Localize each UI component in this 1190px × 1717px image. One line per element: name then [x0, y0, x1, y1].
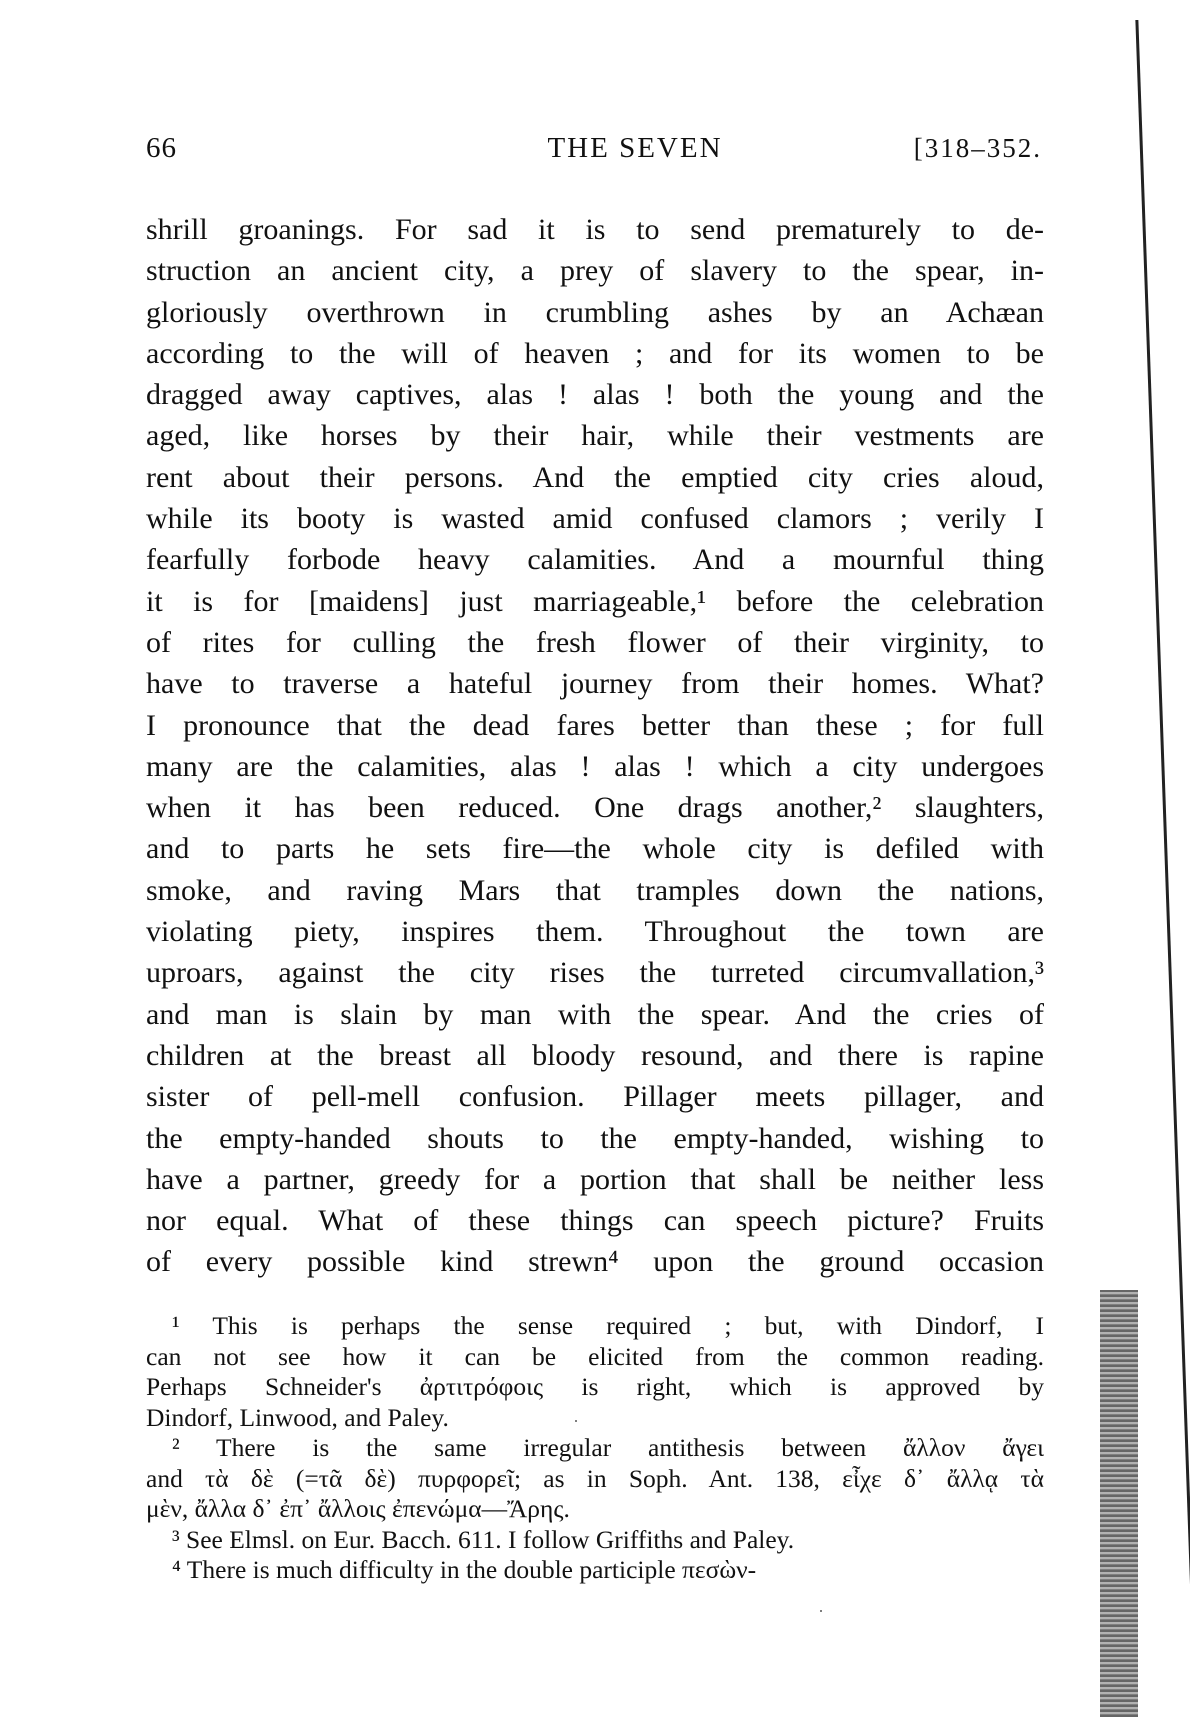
- text-line: sister of pell-mell confusion. Pillager meets pillager, and: [146, 1080, 1044, 1114]
- footnote-line: ³ See Elmsl. on Eur. Bacch. 611. I follow Griffiths and Paley.: [172, 1524, 795, 1554]
- text-line: children at the breast all bloody resound, and there is rapine: [146, 1038, 1044, 1072]
- text-line: and to parts he sets fire—the whole city is defiled with: [146, 832, 1044, 866]
- footnotes: [146, 1311, 1044, 1586]
- text-line: violating piety, inspires them. Throughout the town are: [146, 915, 1044, 949]
- text-line: gloriously overthrown in crumbling ashes by an Achæan: [146, 295, 1044, 329]
- footnote-2: [146, 1433, 1044, 1525]
- footnote-line: Dindorf, Linwood, and Paley.: [146, 1402, 449, 1432]
- text-line: of every possible kind strewn⁴ upon the ground occasion: [146, 1245, 1044, 1279]
- footnote-line: ² There is the same irregular antithesis between ἄλλον ἄγει: [172, 1433, 1044, 1462]
- footnote-3: [146, 1525, 1044, 1556]
- text-line: I pronounce that the dead fares better than these ; for full: [146, 708, 1044, 742]
- text-line: have to traverse a hateful journey from their homes. What?: [146, 667, 1044, 701]
- text-line: uproars, against the city rises the turreted circumvallation,³: [146, 956, 1044, 990]
- text-line: the empty-handed shouts to the empty-handed, wishing to: [146, 1121, 1044, 1155]
- text-line: shrill groanings. For sad it is to send prematurely to de-: [146, 213, 1044, 246]
- text-line: according to the will of heaven ; and for its women to be: [146, 336, 1044, 370]
- page-binding-edge: [1135, 20, 1190, 1717]
- footnote-line: Perhaps Schneider's ἀρτιτρόφοις is right, which is approved by: [146, 1372, 1044, 1401]
- footnote-line: ¹ This is perhaps the sense required ; but, with Dindorf, I: [172, 1311, 1044, 1340]
- scan-speck: [820, 1610, 822, 1612]
- text-line: fearfully forbode heavy calamities. And a mournful thing: [146, 543, 1044, 577]
- footnote-line: and τὰ δὲ (=τᾶ δὲ) πυρφορεῖ; as in Soph. Ant. 138, εἶχε δ᾽ ἄλλᾳ τὰ: [146, 1463, 1044, 1493]
- footnote-line: ⁴ There is much difficulty in the double participle πεσὼν-: [172, 1555, 757, 1584]
- text-line: have a partner, greedy for a portion that shall be neither less: [146, 1162, 1044, 1196]
- text-line: dragged away captives, alas ! alas ! both the young and the: [146, 378, 1044, 412]
- text-line: struction an ancient city, a prey of slavery to the spear, in-: [146, 254, 1044, 288]
- page-number: 66: [146, 132, 177, 164]
- footnote-line: can not see how it can be elicited from the common reading.: [146, 1341, 1044, 1371]
- running-title: THE SEVEN: [547, 132, 723, 164]
- text-line: aged, like horses by their hair, while their vestments are: [146, 419, 1044, 453]
- text-line: nor equal. What of these things can speech picture? Fruits: [146, 1204, 1044, 1238]
- text-line: and man is slain by man with the spear. And the cries of: [146, 997, 1044, 1031]
- scan-speck: [575, 1420, 577, 1422]
- footnote-line: μὲν, ἄλλα δ᾽ ἐπ᾽ ἄλλοις ἐπενώμα—Ἄρης.: [146, 1494, 570, 1523]
- line-range: [318–352.: [913, 133, 1042, 163]
- text-line: rent about their persons. And the emptied city cries aloud,: [146, 460, 1044, 494]
- text-line: of rites for culling the fresh flower of their virginity, to: [146, 625, 1044, 659]
- footnote-1: [146, 1311, 1044, 1433]
- text-line: when it has been reduced. One drags another,² slaughters,: [146, 791, 1044, 825]
- text-line: it is for [maidens] just marriageable,¹ before the celebration: [146, 584, 1044, 618]
- text-line: smoke, and raving Mars that tramples down the nations,: [146, 873, 1044, 907]
- page-edge-shadow: [1100, 1290, 1138, 1717]
- main-text: [146, 209, 1044, 1283]
- text-line: many are the calamities, alas ! alas ! which a city undergoes: [146, 749, 1044, 783]
- footnote-4: [146, 1555, 1044, 1586]
- text-line: while its booty is wasted amid confused clamors ; verily I: [146, 502, 1044, 536]
